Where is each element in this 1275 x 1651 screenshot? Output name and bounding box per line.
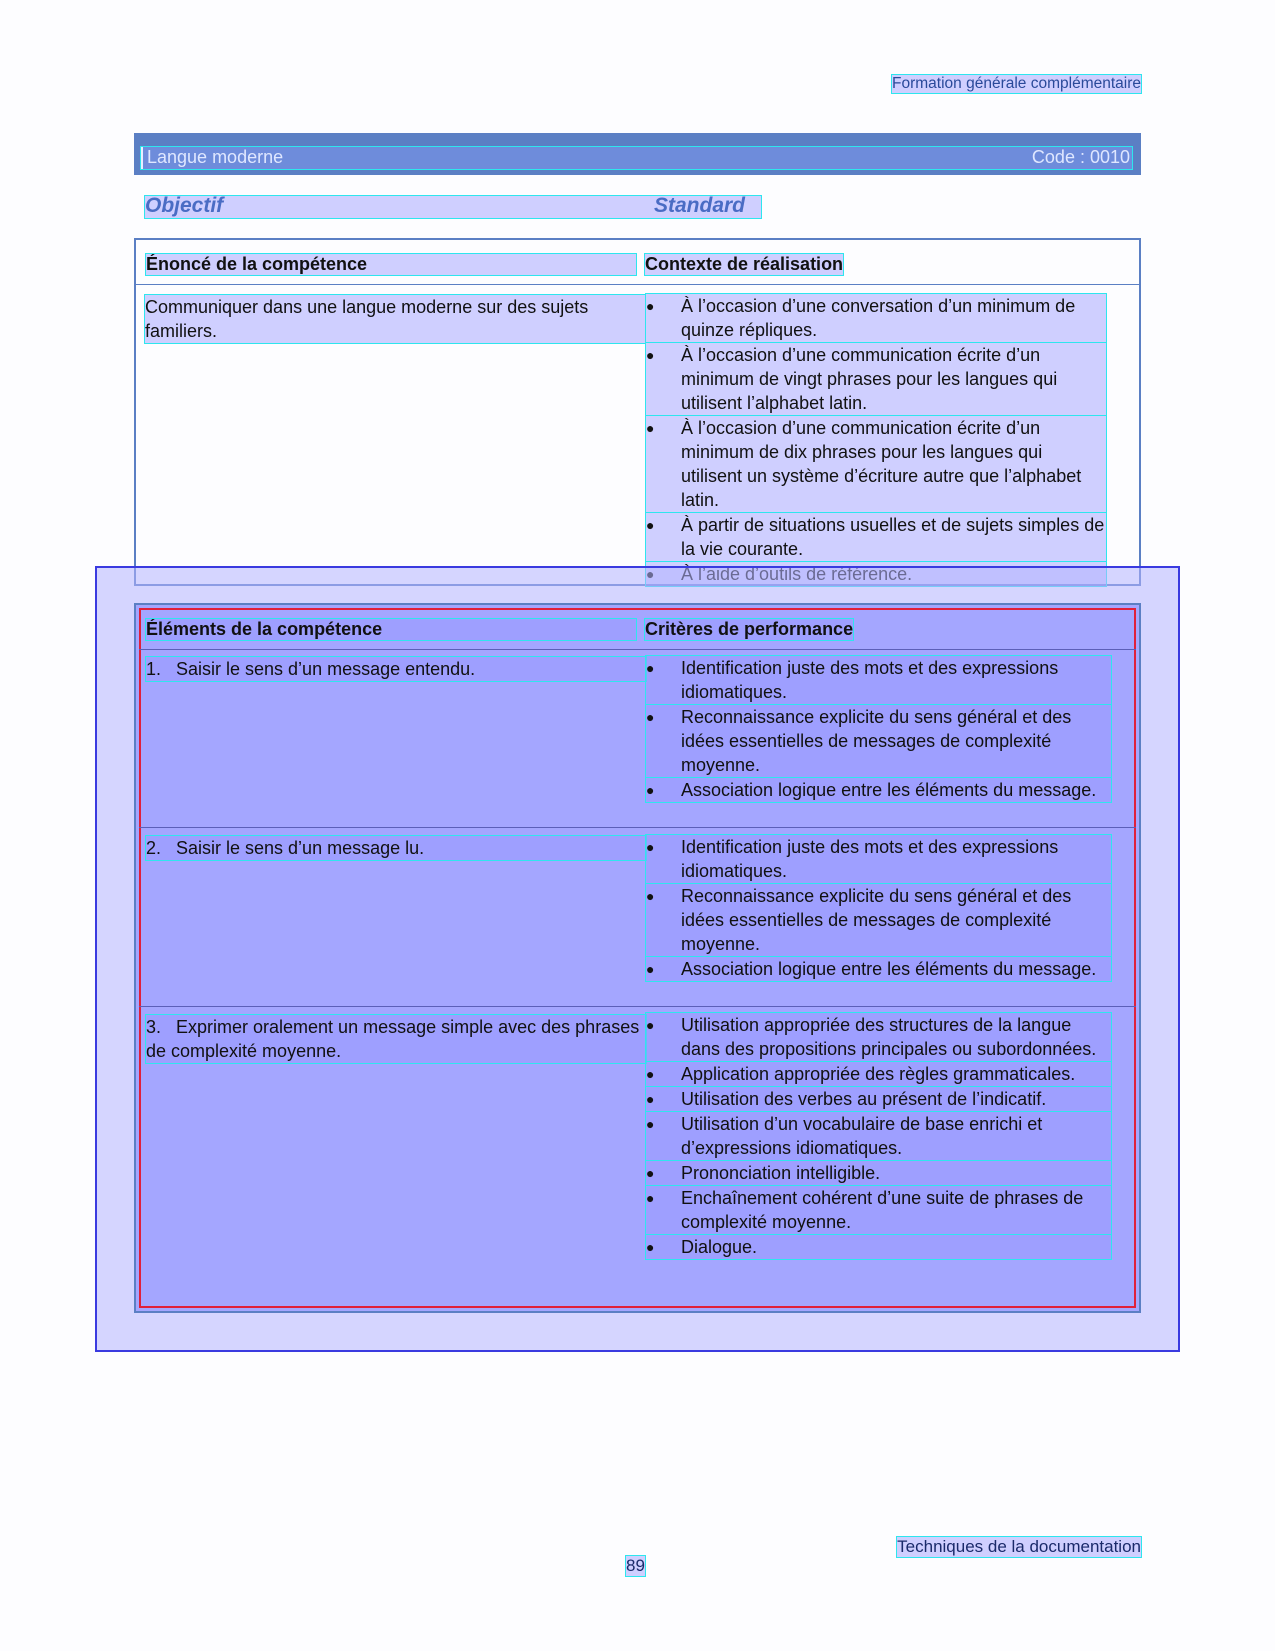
bullet-icon: ● [646,839,655,855]
list-item: ● Utilisation d’un vocabulaire de base enrichi et d’expressions idiomatiques. [646,1112,1111,1160]
list-item: ● À l’occasion d’une conversation d’un minimum de quinze répliques. [646,294,1106,342]
subject-title: Langue moderne [147,147,284,167]
list-item: ● À l’occasion d’une communication écrite d’un minimum de dix phrases pour les langues qui utilisent un système d’écriture autre que l’alphabet latin. [646,416,1106,512]
criteria-list-2 [646,835,1111,982]
bullet-icon: ● [646,888,655,904]
element-1: 1. Saisir le sens d’un message entendu. [146,657,646,681]
objectif-label: Objectif [145,194,224,217]
col-header-context: Contexte de réalisation [645,254,844,274]
bullet-icon: ● [646,1116,655,1132]
competence-statement: Communiquer dans une langue moderne sur des sujets familiers. [145,295,645,343]
standard-label: Standard [654,194,746,217]
bullet-icon: ● [646,347,655,363]
list-item: ● Dialogue. [646,1235,1111,1259]
list-item: ● À partir de situations usuelles et de sujets simples de la vie courante. [646,515,1105,559]
list-item: ● Utilisation des verbes au présent de l’indicatif. [646,1087,1111,1111]
bullet-icon: ● [646,1165,655,1181]
bullet-icon: ● [646,660,655,676]
header-divider [136,284,1139,285]
bullet-icon: ● [646,709,655,725]
list-item: ● Association logique entre les éléments du message. [646,778,1111,802]
course-code: Code : 0010 [1031,147,1130,167]
page-header: Formation générale complémentaire [892,75,1141,92]
context-list [646,294,1106,587]
competence-table [134,238,1141,586]
col-header-statement: Énoncé de la compétence [146,254,636,275]
list-item: ● Identification juste des mots et des expressions idiomatiques. [646,656,1111,704]
row-divider [139,1006,1136,1007]
element-2: 2. Saisir le sens d’un message lu. [146,836,646,860]
list-item: ● Association logique entre les éléments du message. [646,957,1111,981]
bullet-icon: ● [646,420,655,436]
list-item: ● Enchaînement cohérent d’une suite de phrases de complexité moyenne. [646,1186,1111,1234]
list-item: ● Utilisation appropriée des structures de la langue dans des propositions principales ou subordonnées. [646,1013,1111,1061]
list-item: ● Prononciation intelligible. [646,1161,1111,1185]
col-header-criteria: Critères de performance [645,619,854,639]
bullet-icon: ● [646,298,655,314]
bullet-icon: ● [646,961,655,977]
criteria-list-3 [646,1013,1111,1260]
list-item: ● Reconnaissance explicite du sens général et des idées essentielles de messages de complexité moyenne. [646,884,1111,956]
objective-standard-row [145,196,761,218]
criteria-list-1 [646,656,1111,803]
bullet-icon: ● [646,1066,655,1082]
element-3: 3. Exprimer oralement un message simple avec des phrases de complexité moyenne. [146,1015,646,1063]
title-bar [134,133,1141,175]
bullet-icon: ● [646,517,655,533]
list-item: ● Application appropriée des règles grammaticales. [646,1062,1111,1086]
bullet-icon: ● [646,1239,655,1255]
elements-table [134,603,1141,1313]
list-item: ● Reconnaissance explicite du sens général et des idées essentielles de messages de complexité moyenne. [646,705,1111,777]
list-item: ● Identification juste des mots et des expressions idiomatiques. [646,835,1111,883]
col-header-elements: Éléments de la compétence [146,619,636,640]
page-number: 89 [626,1556,645,1575]
bullet-icon: ● [646,1017,655,1033]
header-divider [139,649,1136,650]
bullet-icon: ● [646,1190,655,1206]
bullet-icon: ● [646,782,655,798]
row-divider [139,827,1136,828]
footer-program: Techniques de la documentation [897,1537,1141,1556]
list-item: ● À l’occasion d’une communication écrite d’un minimum de vingt phrases pour les langues qui utilisent l’alphabet latin. [646,343,1106,415]
bullet-icon: ● [646,1091,655,1107]
